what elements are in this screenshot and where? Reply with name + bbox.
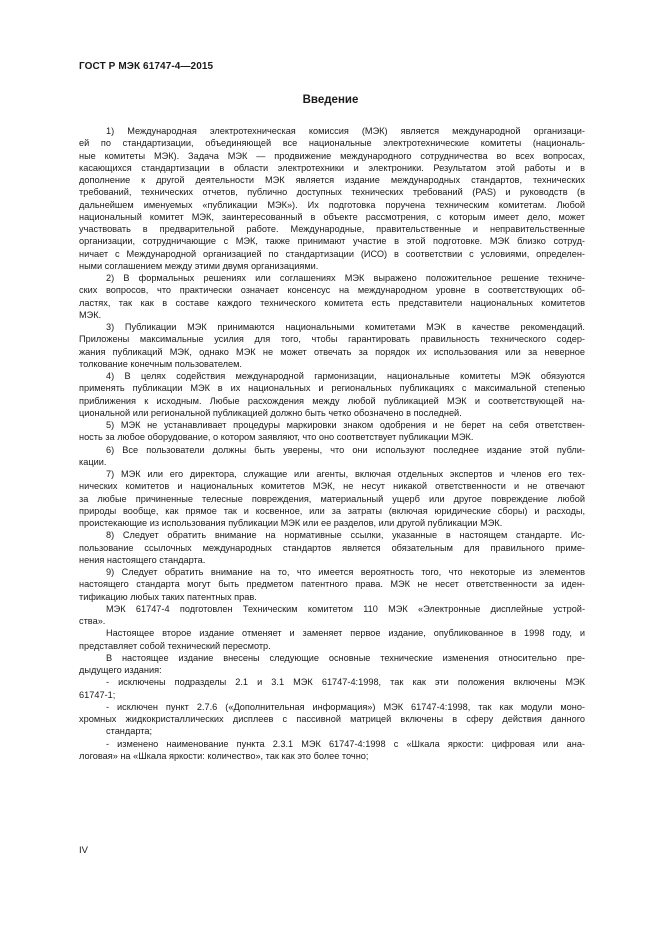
text-line: касающихся стандартизации в области электротехники и электроники. Результатом этой работы и в	[79, 162, 585, 173]
text-line: МЭК.	[79, 309, 102, 320]
text-line: организации, сотрудничающие с МЭК, также принимают участие в этой подготовке. МЭК близко сотруд-	[79, 236, 585, 247]
text-line: национальный комитет МЭК, заинтересованный в объекте рассмотрения, с которым имеет дело, может	[79, 211, 585, 222]
text-line: ских вопросов, что практически означает консенсус на международном уровне в соответствующих об-	[79, 285, 585, 296]
text-line: 8) Следует обратить внимание на нормативные ссылки, указанные в настоящем стандарте. Ис-	[106, 530, 585, 541]
text-line: применять публикации МЭК в их национальных и региональных публикациях с максимальной степенью	[79, 383, 585, 394]
text-line: 6) Все пользователи должны быть уверены, что они используют последнее издание этой публи-	[106, 444, 585, 455]
text-line: требований, технических отчетов, публично доступных технических требований (PAS) и руководств (в	[79, 187, 585, 198]
text-line: ства».	[79, 616, 106, 626]
text-line: толкование конечным пользователем.	[79, 358, 242, 369]
text-line: ными соглашением между этими двумя организациями.	[79, 260, 319, 271]
text-line: представляет собой технический пересмотр.	[79, 640, 271, 651]
text-line: проистекающие из использования публикации МЭК или ее разделов, или другой публикации МЭК.	[79, 518, 503, 528]
text-line: 9) Следует обратить внимание на то, что имеется вероятность того, что некоторые из элементов	[106, 567, 585, 577]
text-line: дыдущего издания:	[79, 665, 162, 675]
text-line: МЭК 61747-4 подготовлен Техническим комитетом 110 МЭК «Электронные дисплейные устрой-	[106, 603, 585, 614]
text-line: 5) МЭК не устанавливает процедуры маркировки знаком одобрения и не берет на себя ответствен-	[106, 420, 585, 430]
text-line: Настоящее второе издание отменяет и заменяет первое издание, опубликованное в 1998 году, и	[106, 628, 585, 639]
text-line: ные комитеты МЭК). Задача МЭК — продвижение международного сотрудничества во всех вопросах,	[79, 150, 585, 161]
text-line: логовая» на «Шкала яркости: количество», так как это более точно;	[79, 750, 369, 761]
text-line: Приложены максимальные усилия для того, чтобы гарантировать правильность технического содер-	[79, 334, 585, 345]
text-line: природы вообще, как прямое так и косвенное, или за затраты (включая юридические сборы) и расходы,	[79, 505, 585, 516]
text-line: нических комитетов и национальных комитетов МЭК, не несут никакой ответственности и не отвечают	[79, 481, 585, 492]
text-line: 4) В целях содействия международной гармонизации, национальные комитеты МЭК обязуются	[106, 371, 585, 381]
document-header: ГОСТ Р МЭК 61747-4—2015	[79, 61, 214, 72]
text-line: тификацию любых таких патентных прав.	[79, 591, 257, 602]
text-line: ность за любое оборудование, о котором заявляют, что оно соответствует публикации МЭК.	[79, 432, 474, 443]
text-line: дальнейшем именуемых «публикации МЭК»). Их подготовка поручена техническим комитетам. Любой	[79, 199, 585, 210]
text-line: настоящего стандарта могут быть предметом патентного права. МЭК не несет ответственности за иден-	[79, 579, 585, 590]
text-line: 3) Публикации МЭК принимаются национальными комитетами МЭК в качестве рекомендаций.	[106, 322, 585, 332]
text-line: В настоящее издание внесены следующие основные технические изменения относительно пре-	[106, 652, 585, 663]
text-line: за любые причиненные телесные повреждения, материальный ущерб или другое повреждение любой	[79, 493, 585, 504]
text-line: пользование ссылочных международных стандартов является обязательным для правильного приме-	[79, 542, 585, 553]
text-line: жания публикаций МЭК, однако МЭК не может отвечать за порядок их использования или за неверное	[79, 346, 585, 357]
text-line: нения настоящего стандарта.	[79, 554, 206, 565]
section-title: Введение	[302, 94, 359, 106]
text-line: 61747-1;	[79, 689, 116, 700]
text-line: - исключен пункт 2.7.6 («Дополнительная информация») МЭК 61747-4:1998, так как модули моно-	[106, 701, 585, 712]
text-line: циональной или региональной публикацией должно быть четко обозначено в последней.	[79, 407, 462, 418]
text-line: ничает с Международной организацией по стандартизации (ИСО) в соответствии с условиями, определен-	[79, 248, 585, 259]
text-line: - исключены подразделы 2.1 и 3.1 МЭК 61747-4:1998, так как эти положения включены МЭК	[106, 677, 585, 688]
text-line: - изменено наименование пункта 2.3.1 МЭК 61747-4:1998 с «Шкала яркости: цифровая или ана-	[106, 738, 585, 749]
text-line: участвовать в предварительной работе. Международные, правительственные и неправительственные	[79, 224, 585, 234]
body-text	[79, 125, 585, 762]
text-line: ластях, так как в составе каждого технического комитета есть представители национальных комитетов	[79, 297, 585, 308]
text-line: дополнение к другой деятельности МЭК является издание международных стандартов, технических	[79, 175, 585, 185]
text-line: кации.	[79, 456, 107, 467]
text-line: ей по стандартизации, объединяющей все национальные электротехнические комитеты (националь-	[79, 138, 585, 149]
text-line: 7) МЭК или его директора, служащие или агенты, включая отдельных экспертов и членов его тех-	[106, 469, 585, 479]
page-number: IV	[79, 845, 88, 856]
text-line: 1) Международная электротехническая комиссия (МЭК) является международной организаци-	[106, 126, 585, 136]
text-line: приближения к исходным. Любые расхождения между любой публикацией МЭК и соответствующей на-	[79, 395, 585, 406]
text-line: хромных жидкокристаллических дисплеев с пассивной матрицей включены в сферу действия данного	[79, 714, 585, 724]
text-line: стандарта;	[106, 726, 153, 737]
text-line: 2) В формальных решениях или соглашениях МЭК выражено положительное решение техниче-	[106, 273, 585, 283]
